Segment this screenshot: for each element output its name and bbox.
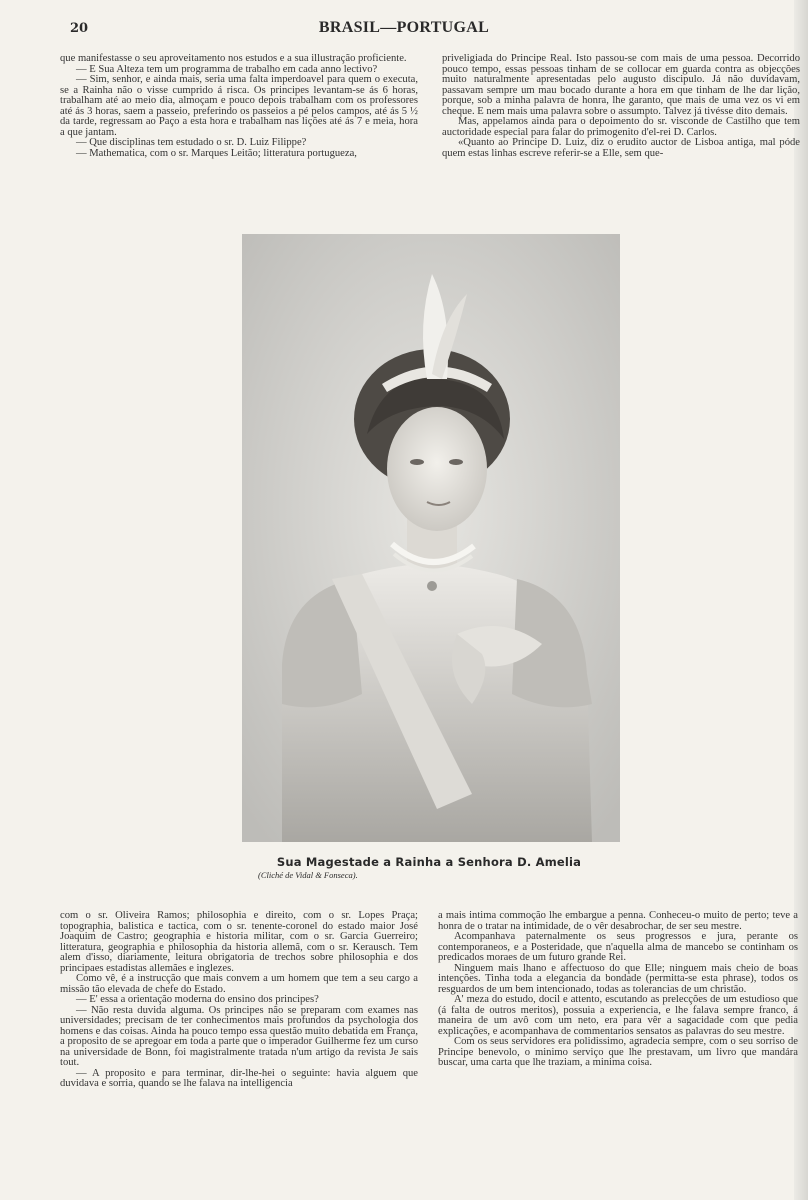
paragraph: com o sr. Oliveira Ramos; philosophia e direito, com o sr. Lopes Praça; topographia, balistica e tactica, com o sr. tenente-coronel do estado maior José Joaquim de Castro; geographia e historia militar, com o sr. Garcia Guerreiro; litteratura, geographia e philosophia da historia allemã, com o sr. Kerausch. Tem alem d'isso, diariamente, leitura obrigatoria de trechos sobre philosophia e dos principaes estadistas allemães e inglezes. <box>60 910 418 974</box>
paragraph: que manifestasse o seu aproveitamento nos estudos e a sua illustração proficiente. <box>60 53 407 64</box>
paragraph: — Que disciplinas tem estudado o sr. D. Luiz Filippe? <box>76 137 307 148</box>
paragraph: A' meza do estudo, docil e attento, escutando as prelecções de um estudioso que (á falta de outros meritos), possuia a experiencia, e lhe falava sempre franco, á maneira de um avô com um neto, era para vêr a sagacidade com que pedia explicações, e acompanhava de commentarios sensatos as palavras do seu mestre. <box>438 994 798 1037</box>
paragraph: a mais intima commoção lhe embargue a penna. Conheceu-o muito de perto; teve a honra de o tratar na intimidade, de o vêr desabrochar, de ser seu mestre. <box>438 910 798 932</box>
paragraph: Como vê, é a instrucção que mais convem a um homem que tem a seu cargo a missão tão elevada de chefe do Estado. <box>60 973 418 995</box>
paragraph: — A proposito e para terminar, dir-lhe-hei o seguinte: havia alguem que duvidava e sorria, quando se lhe falava na intelligencia <box>60 1067 418 1089</box>
paragraph: — Não resta duvida alguma. Os principes não se preparam com exames nas universidades; precisam de ter conhecimentos mais profundos da psychologia dos homens e das coisas. Ainda ha pouco tempo essa questão muito debatida em França, a proposito de se apregoar em toda a parte que o imperador Guilherme fez um curso na universidade de Bonn, foi magistralmente tratada n'um artigo da revista Je sais tout. <box>60 1004 418 1068</box>
paragraph: Com os seus servidores era polidissimo, agradecia sempre, com o seu sorriso de Principe benevolo, o minimo serviço que lhe prestavam, um livro que mandára buscar, uma carta que lhe traziam, a minima coisa. <box>438 1036 798 1068</box>
page-number: 20 <box>70 21 89 36</box>
paragraph: — E Sua Alteza tem um programma de trabalho em cada anno lectivo? <box>76 63 378 75</box>
photo-credit: (Cliché de Vidal & Fonseca). <box>258 870 358 880</box>
paragraph: Acompanhava paternalmente os seus progressos e jura, perante os contemporaneos, e a Posteridade, que n'aquella alma de mancebo se continham os predicados moraes de um futuro grande Rei. <box>438 931 798 963</box>
page-title: BRASIL—PORTUGAL <box>318 19 490 36</box>
paragraph: «Quanto ao Principe D. Luiz, diz o erudito auctor de Lisboa antiga, mal póde quem estas linhas escreve referir-se a Elle, sem que- <box>442 137 800 159</box>
photo-caption: Sua Magestade a Rainha a Senhora D. Amelia <box>276 855 582 869</box>
bottom-right-column <box>438 911 798 1069</box>
bottom-left-column <box>60 911 418 1090</box>
paragraph: — E' essa a orientação moderna do ensino dos principes? <box>76 994 319 1005</box>
paragraph: Ninguem mais lhano e affectuoso do que Elle; ninguem mais cheio de boas intenções. Tinha toda a elegancia da bondade (permitta-se esta phrase), todos os resguardos de um bem intencionado, todas as tolerancias de um christão. <box>438 962 798 995</box>
portrait-photo <box>242 234 620 842</box>
portrait-illustration <box>242 234 620 842</box>
paragraph: — Sim, senhor, e ainda mais, seria uma falta imperdoavel para quem o executa, se a Rainha não o visse cumprido á risca. Os principes levantam-se ás 6 horas, trabalham até ao meio dia, almoçam e pouco depois trabalham com os professores até ás 3 horas, saem a passeio, preferindo os passeios a pé pelos campos, até ás 5 ½ da tarde, regressam ao Paço a esta hora e trabalham nas lições até ás 7 e meia, hora a que jantam. <box>60 74 418 138</box>
paragraph: priveligiada do Principe Real. Isto passou-se com mais de uma pessoa. Decorrido pouco tempo, essas pessoas tinham de se collocar em guarda contra as objecções muito naturalmente apresentadas pelo augusto discipulo. Já não duvidavam, passavam sempre um mau bocado durante a hora em que tinham de lhe dar lição, porque, sob a minha palavra de honra, lhe garanto, que mais de uma vez os vi em cheque. E nem mais uma palavra sobre o assumpto. Talvez já tivésse dito demais. <box>442 53 800 117</box>
top-right-column <box>442 54 800 159</box>
paragraph: Mas, appelamos ainda para o depoimento do sr. visconde de Castilho que tem auctoridade especial para falar do primogenito d'el-rei D. Carlos. <box>442 116 800 138</box>
paragraph: — Mathematica, com o sr. Marques Leitão; litteratura portugueza, <box>76 147 357 159</box>
top-left-column <box>60 54 418 159</box>
